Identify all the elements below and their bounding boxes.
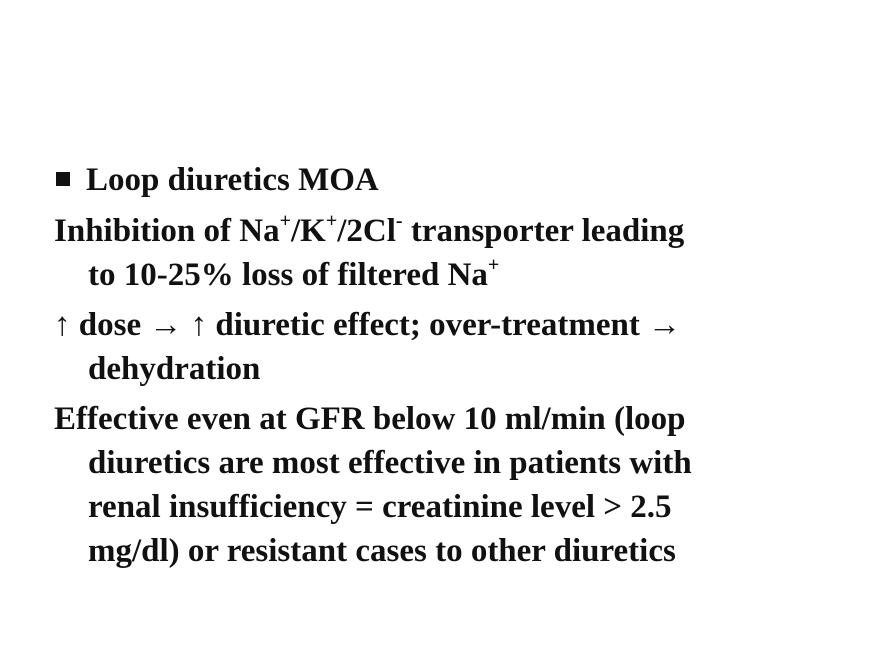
paragraph-dose-effect bbox=[54, 303, 854, 391]
text-run: transporter leading bbox=[402, 213, 685, 249]
paragraph-line bbox=[54, 253, 854, 297]
paragraph-line: Effective even at GFR below 10 ml/min (loop bbox=[54, 401, 686, 437]
superscript: + bbox=[279, 210, 291, 232]
superscript: - bbox=[395, 210, 403, 232]
paragraph-line: mg/dl) or resistant cases to other diuretics bbox=[88, 533, 676, 569]
superscript: + bbox=[325, 210, 338, 232]
paragraph-line: renal insufficiency = creatinine level > 2.5 bbox=[88, 489, 672, 525]
text-run: /2Cl bbox=[337, 213, 396, 249]
paragraph-line: dehydration bbox=[88, 351, 261, 387]
heading-text: Loop diuretics MOA bbox=[86, 162, 379, 198]
slide-heading bbox=[56, 158, 379, 202]
text-run: Inhibition of Na bbox=[54, 213, 280, 249]
paragraph-line: ↑ dose → ↑ diuretic effect; over-treatment → bbox=[54, 307, 682, 343]
paragraph-line bbox=[54, 209, 854, 253]
text-run: to 10-25% loss of filtered Na bbox=[88, 257, 488, 293]
paragraph-line: diuretics are most effective in patients with bbox=[88, 445, 692, 481]
square-bullet-icon bbox=[56, 172, 70, 186]
superscript: + bbox=[487, 254, 500, 276]
paragraph-effectiveness bbox=[54, 397, 854, 573]
text-run: /K bbox=[290, 213, 326, 249]
paragraph-mechanism bbox=[54, 209, 854, 297]
